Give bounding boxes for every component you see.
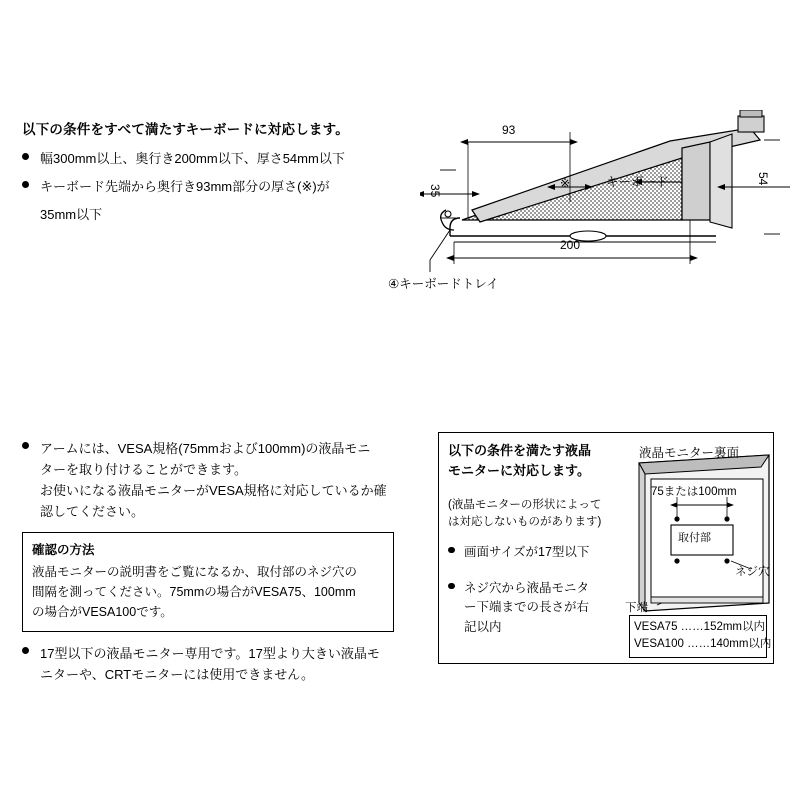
monitor-bullet-2-line3: 記以内 — [464, 619, 502, 634]
vesa-paragraph-1 — [22, 438, 422, 459]
screw-hole-label: ネジ穴 — [735, 566, 770, 578]
vesa-table-row-1: VESA75 ……152mm以内 — [634, 621, 766, 633]
dim-label-75-or-100: 75または100mm — [651, 486, 737, 498]
top-bullet-2-continuation: 35mm以下 — [40, 207, 103, 223]
dim-label-200: 200 — [560, 238, 581, 252]
dim-label-93: 93 — [502, 123, 516, 137]
confirm-method-line3: の場合がVESA100です。 — [32, 605, 173, 620]
vesa-paragraph-1-line3: お使いになる液晶モニターがVESA規格に対応しているか確 — [40, 483, 387, 499]
vesa-paragraph-1-line1: アームには、VESA規格(75mmおよび100mm)の液晶モニ — [40, 441, 371, 456]
bullet-dot-icon — [22, 647, 29, 654]
vesa-length-table — [629, 615, 772, 658]
vesa-paragraph-1-line4: 認してください。 — [40, 504, 145, 520]
bullet-dot-icon — [22, 442, 29, 449]
monitor-note-line2: は対応しないものがあります) — [448, 516, 602, 529]
vesa-paragraph-2-line1: 17型以下の液晶モニター専用です。17型より大きい液晶モ — [40, 646, 380, 662]
top-bullet-1 — [22, 149, 442, 169]
vesa-paragraph-2-line2: ニターや、CRTモニターには使用できません。 — [40, 667, 315, 683]
mount-part-label: 取付部 — [678, 532, 711, 544]
monitor-bullet-1-label: 画面サイズが17型以下 — [464, 545, 590, 559]
top-bullet-2-label: キーボード先端から奥行き93mm部分の厚さ(※)が — [40, 179, 330, 195]
vesa-table-row-2: VESA100 ……140mm以内 — [634, 638, 772, 651]
vesa-paragraph-2 — [22, 643, 422, 664]
confirm-method-line1: 液晶モニターの説明書をご覧になるか、取付部のネジ穴の — [32, 565, 358, 580]
monitor-heading-line1: 以下の条件を満たす液晶 — [448, 443, 592, 458]
monitor-bullet-2-line1: ネジ穴から液晶モニタ — [464, 581, 590, 595]
vesa-paragraph-1-line2: ターを取り付けることができます。 — [40, 462, 247, 478]
dim-label-35: 35 — [428, 184, 442, 198]
bullet-dot-icon — [22, 153, 29, 160]
dim-label-54: 54 — [756, 172, 770, 186]
monitor-heading-line2: モニターに対応します。 — [448, 462, 590, 478]
keyboard-tray-diagram — [388, 110, 790, 310]
top-bullet-1-label: 幅300mm以上、奥行き200mm以下、厚さ54mm以下 — [40, 151, 345, 166]
confirm-method-box — [22, 532, 394, 632]
monitor-requirements-box — [438, 432, 774, 664]
confirm-method-line2: 間隔を測ってください。75mmの場合がVESA75、100mm — [32, 585, 356, 600]
top-bullet-2 — [22, 177, 442, 197]
monitor-note-line1: (液晶モニターの形状によって — [448, 499, 602, 511]
vesa-requirements-text — [22, 438, 422, 685]
monitor-back-caption: 液晶モニター裏面 — [639, 446, 740, 460]
confirm-method-title: 確認の方法 — [32, 543, 95, 558]
top-heading: 以下の条件をすべて満たすキーボードに対応します。 — [22, 122, 349, 137]
mark-x-label: ※ — [560, 176, 571, 190]
monitor-bullet-2-line2: ー下端までの長さが右 — [464, 600, 590, 615]
tray-caption: ④キーボードトレイ — [388, 277, 499, 291]
bullet-dot-icon — [22, 181, 29, 188]
bottom-edge-label: 下端 — [625, 602, 648, 614]
top-requirements-text — [22, 118, 442, 225]
keyboard-label: キーボード — [606, 175, 669, 189]
